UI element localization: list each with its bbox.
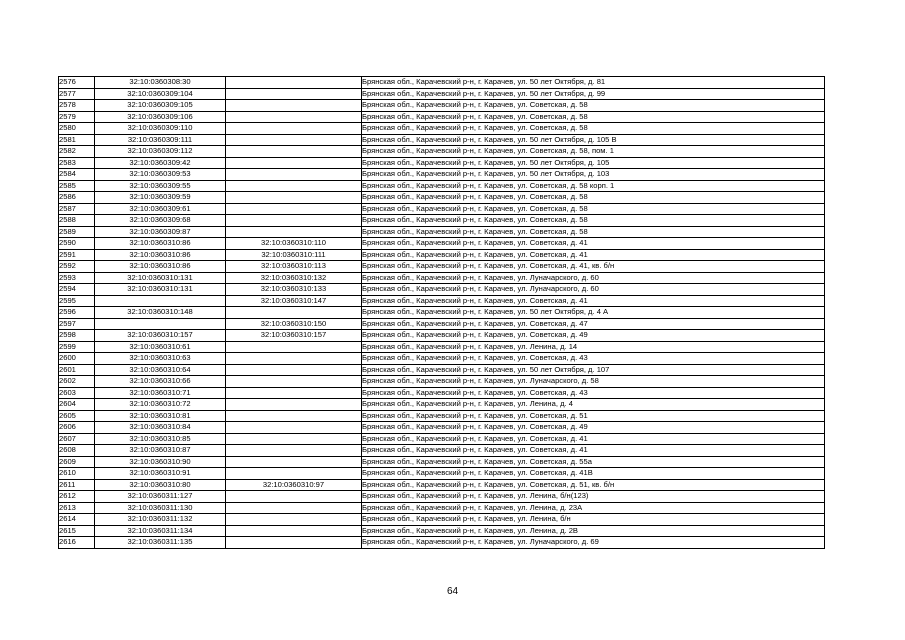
land-cadastral-number-cell: 32:10:0360308:30 bbox=[95, 77, 226, 89]
row-number-cell: 2599 bbox=[59, 341, 95, 353]
row-number-cell: 2582 bbox=[59, 146, 95, 158]
address-cell: Брянская обл., Карачевский р-н, г. Карачев, ул. Советская, д. 49 bbox=[362, 422, 825, 434]
address-cell: Брянская обл., Карачевский р-н, г. Карачев, ул. Луначарского, д. 58 bbox=[362, 376, 825, 388]
building-cadastral-number-cell bbox=[226, 376, 362, 388]
row-number-cell: 2590 bbox=[59, 238, 95, 250]
table-row bbox=[59, 77, 825, 89]
land-cadastral-number-cell: 32:10:0360309:112 bbox=[95, 146, 226, 158]
address-cell: Брянская обл., Карачевский р-н, г. Карачев, ул. Ленина, б/н bbox=[362, 514, 825, 526]
table-row bbox=[59, 376, 825, 388]
building-cadastral-number-cell bbox=[226, 77, 362, 89]
address-cell: Брянская обл., Карачевский р-н, г. Карачев, ул. Ленина, д. 23А bbox=[362, 502, 825, 514]
row-number-cell: 2580 bbox=[59, 123, 95, 135]
address-cell: Брянская обл., Карачевский р-н, г. Карачев, ул. Советская, д. 41 bbox=[362, 249, 825, 261]
table-row bbox=[59, 479, 825, 491]
row-number-cell: 2603 bbox=[59, 387, 95, 399]
table-row bbox=[59, 284, 825, 296]
address-cell: Брянская обл., Карачевский р-н, г. Карачев, ул. Советская, д. 58 bbox=[362, 123, 825, 135]
building-cadastral-number-cell bbox=[226, 226, 362, 238]
row-number-cell: 2609 bbox=[59, 456, 95, 468]
building-cadastral-number-cell: 32:10:0360310:97 bbox=[226, 479, 362, 491]
address-cell: Брянская обл., Карачевский р-н, г. Карачев, ул. Советская, д. 41 bbox=[362, 295, 825, 307]
address-cell: Брянская обл., Карачевский р-н, г. Карачев, ул. Советская, д. 58, пом. 1 bbox=[362, 146, 825, 158]
row-number-cell: 2597 bbox=[59, 318, 95, 330]
building-cadastral-number-cell bbox=[226, 502, 362, 514]
address-cell: Брянская обл., Карачевский р-н, г. Карачев, ул. Советская, д. 41 bbox=[362, 238, 825, 250]
address-cell: Брянская обл., Карачевский р-н, г. Карачев, ул. Ленина, д. 2В bbox=[362, 525, 825, 537]
building-cadastral-number-cell bbox=[226, 445, 362, 457]
building-cadastral-number-cell bbox=[226, 491, 362, 503]
address-cell: Брянская обл., Карачевский р-н, г. Карачев, ул. Советская, д. 43 bbox=[362, 387, 825, 399]
building-cadastral-number-cell: 32:10:0360310:111 bbox=[226, 249, 362, 261]
address-cell: Брянская обл., Карачевский р-н, г. Карачев, ул. 50 лет Октября, д. 81 bbox=[362, 77, 825, 89]
land-cadastral-number-cell: 32:10:0360309:105 bbox=[95, 100, 226, 112]
land-cadastral-number-cell: 32:10:0360310:157 bbox=[95, 330, 226, 342]
address-cell: Брянская обл., Карачевский р-н, г. Карачев, ул. Советская, д. 41 bbox=[362, 445, 825, 457]
land-cadastral-number-cell: 32:10:0360310:86 bbox=[95, 249, 226, 261]
row-number-cell: 2601 bbox=[59, 364, 95, 376]
table-row bbox=[59, 491, 825, 503]
row-number-cell: 2577 bbox=[59, 88, 95, 100]
table-row bbox=[59, 307, 825, 319]
building-cadastral-number-cell bbox=[226, 422, 362, 434]
building-cadastral-number-cell bbox=[226, 341, 362, 353]
land-cadastral-number-cell: 32:10:0360309:61 bbox=[95, 203, 226, 215]
table-row bbox=[59, 399, 825, 411]
land-cadastral-number-cell: 32:10:0360309:42 bbox=[95, 157, 226, 169]
row-number-cell: 2598 bbox=[59, 330, 95, 342]
building-cadastral-number-cell bbox=[226, 537, 362, 549]
land-cadastral-number-cell: 32:10:0360309:53 bbox=[95, 169, 226, 181]
address-cell: Брянская обл., Карачевский р-н, г. Карачев, ул. Советская, д. 51, кв. б/н bbox=[362, 479, 825, 491]
row-number-cell: 2604 bbox=[59, 399, 95, 411]
building-cadastral-number-cell bbox=[226, 169, 362, 181]
address-cell: Брянская обл., Карачевский р-н, г. Карачев, ул. Луначарского, д. 69 bbox=[362, 537, 825, 549]
building-cadastral-number-cell: 32:10:0360310:147 bbox=[226, 295, 362, 307]
building-cadastral-number-cell bbox=[226, 123, 362, 135]
address-cell: Брянская обл., Карачевский р-н, г. Карачев, ул. 50 лет Октября, д. 4 А bbox=[362, 307, 825, 319]
building-cadastral-number-cell: 32:10:0360310:110 bbox=[226, 238, 362, 250]
table-row bbox=[59, 123, 825, 135]
address-cell: Брянская обл., Карачевский р-н, г. Карачев, ул. Ленина, д. 14 bbox=[362, 341, 825, 353]
building-cadastral-number-cell: 32:10:0360310:150 bbox=[226, 318, 362, 330]
address-cell: Брянская обл., Карачевский р-н, г. Карачев, ул. Ленина, б/н(123) bbox=[362, 491, 825, 503]
table-row bbox=[59, 433, 825, 445]
land-cadastral-number-cell: 32:10:0360310:72 bbox=[95, 399, 226, 411]
row-number-cell: 2605 bbox=[59, 410, 95, 422]
land-cadastral-number-cell: 32:10:0360310:131 bbox=[95, 272, 226, 284]
land-cadastral-number-cell: 32:10:0360311:132 bbox=[95, 514, 226, 526]
page-number: 64 bbox=[446, 586, 459, 597]
table-row bbox=[59, 157, 825, 169]
row-number-cell: 2589 bbox=[59, 226, 95, 238]
row-number-cell: 2591 bbox=[59, 249, 95, 261]
address-cell: Брянская обл., Карачевский р-н, г. Карачев, ул. Советская, д. 58 bbox=[362, 111, 825, 123]
table-row bbox=[59, 387, 825, 399]
building-cadastral-number-cell bbox=[226, 468, 362, 480]
table-row bbox=[59, 341, 825, 353]
land-cadastral-number-cell: 32:10:0360311:134 bbox=[95, 525, 226, 537]
land-cadastral-number-cell: 32:10:0360310:87 bbox=[95, 445, 226, 457]
address-cell: Брянская обл., Карачевский р-н, г. Карачев, ул. Луначарского, д. 60 bbox=[362, 272, 825, 284]
land-cadastral-number-cell: 32:10:0360309:110 bbox=[95, 123, 226, 135]
land-cadastral-number-cell: 32:10:0360309:55 bbox=[95, 180, 226, 192]
row-number-cell: 2616 bbox=[59, 537, 95, 549]
row-number-cell: 2611 bbox=[59, 479, 95, 491]
row-number-cell: 2595 bbox=[59, 295, 95, 307]
table-row bbox=[59, 226, 825, 238]
address-cell: Брянская обл., Карачевский р-н, г. Карачев, ул. Советская, д. 55а bbox=[362, 456, 825, 468]
table-row bbox=[59, 249, 825, 261]
table-row bbox=[59, 456, 825, 468]
building-cadastral-number-cell bbox=[226, 88, 362, 100]
row-number-cell: 2612 bbox=[59, 491, 95, 503]
table-row bbox=[59, 134, 825, 146]
table-row bbox=[59, 169, 825, 181]
row-number-cell: 2596 bbox=[59, 307, 95, 319]
land-cadastral-number-cell: 32:10:0360311:135 bbox=[95, 537, 226, 549]
address-cell: Брянская обл., Карачевский р-н, г. Карачев, ул. Советская, д. 58 корп. 1 bbox=[362, 180, 825, 192]
table-row bbox=[59, 261, 825, 273]
building-cadastral-number-cell bbox=[226, 111, 362, 123]
land-cadastral-number-cell: 32:10:0360309:87 bbox=[95, 226, 226, 238]
building-cadastral-number-cell bbox=[226, 433, 362, 445]
address-cell: Брянская обл., Карачевский р-н, г. Карачев, ул. 50 лет Октября, д. 105 В bbox=[362, 134, 825, 146]
land-cadastral-number-cell: 32:10:0360310:91 bbox=[95, 468, 226, 480]
table-row bbox=[59, 318, 825, 330]
address-cell: Брянская обл., Карачевский р-н, г. Карачев, ул. Советская, д. 41В bbox=[362, 468, 825, 480]
row-number-cell: 2587 bbox=[59, 203, 95, 215]
land-cadastral-number-cell: 32:10:0360310:63 bbox=[95, 353, 226, 365]
address-cell: Брянская обл., Карачевский р-н, г. Карачев, ул. Луначарского, д. 60 bbox=[362, 284, 825, 296]
row-number-cell: 2592 bbox=[59, 261, 95, 273]
address-cell: Брянская обл., Карачевский р-н, г. Карачев, ул. Ленина, д. 4 bbox=[362, 399, 825, 411]
table-row bbox=[59, 295, 825, 307]
land-cadastral-number-cell: 32:10:0360310:81 bbox=[95, 410, 226, 422]
row-number-cell: 2581 bbox=[59, 134, 95, 146]
row-number-cell: 2579 bbox=[59, 111, 95, 123]
land-cadastral-number-cell: 32:10:0360310:148 bbox=[95, 307, 226, 319]
building-cadastral-number-cell bbox=[226, 456, 362, 468]
row-number-cell: 2594 bbox=[59, 284, 95, 296]
address-cell: Брянская обл., Карачевский р-н, г. Карачев, ул. Советская, д. 58 bbox=[362, 215, 825, 227]
land-cadastral-number-cell bbox=[95, 295, 226, 307]
building-cadastral-number-cell bbox=[226, 215, 362, 227]
table-row bbox=[59, 238, 825, 250]
land-cadastral-number-cell: 32:10:0360310:71 bbox=[95, 387, 226, 399]
row-number-cell: 2586 bbox=[59, 192, 95, 204]
building-cadastral-number-cell bbox=[226, 525, 362, 537]
land-cadastral-number-cell: 32:10:0360310:86 bbox=[95, 238, 226, 250]
building-cadastral-number-cell: 32:10:0360310:113 bbox=[226, 261, 362, 273]
row-number-cell: 2614 bbox=[59, 514, 95, 526]
address-cell: Брянская обл., Карачевский р-н, г. Карачев, ул. Советская, д. 58 bbox=[362, 192, 825, 204]
address-cell: Брянская обл., Карачевский р-н, г. Карачев, ул. 50 лет Октября, д. 103 bbox=[362, 169, 825, 181]
address-cell: Брянская обл., Карачевский р-н, г. Карачев, ул. Советская, д. 47 bbox=[362, 318, 825, 330]
building-cadastral-number-cell bbox=[226, 157, 362, 169]
table-row bbox=[59, 192, 825, 204]
address-cell: Брянская обл., Карачевский р-н, г. Карачев, ул. 50 лет Октября, д. 107 bbox=[362, 364, 825, 376]
land-cadastral-number-cell: 32:10:0360310:61 bbox=[95, 341, 226, 353]
building-cadastral-number-cell bbox=[226, 180, 362, 192]
table-row bbox=[59, 272, 825, 284]
land-cadastral-number-cell bbox=[95, 318, 226, 330]
row-number-cell: 2588 bbox=[59, 215, 95, 227]
building-cadastral-number-cell bbox=[226, 410, 362, 422]
row-number-cell: 2584 bbox=[59, 169, 95, 181]
building-cadastral-number-cell bbox=[226, 146, 362, 158]
land-cadastral-number-cell: 32:10:0360310:84 bbox=[95, 422, 226, 434]
table-row bbox=[59, 422, 825, 434]
table-row bbox=[59, 502, 825, 514]
address-cell: Брянская обл., Карачевский р-н, г. Карачев, ул. Советская, д. 51 bbox=[362, 410, 825, 422]
address-cell: Брянская обл., Карачевский р-н, г. Карачев, ул. Советская, д. 41, кв. б/н bbox=[362, 261, 825, 273]
table-row bbox=[59, 215, 825, 227]
table-row bbox=[59, 180, 825, 192]
land-cadastral-number-cell: 32:10:0360309:106 bbox=[95, 111, 226, 123]
land-cadastral-number-cell: 32:10:0360310:64 bbox=[95, 364, 226, 376]
land-cadastral-number-cell: 32:10:0360310:80 bbox=[95, 479, 226, 491]
land-cadastral-number-cell: 32:10:0360309:104 bbox=[95, 88, 226, 100]
building-cadastral-number-cell: 32:10:0360310:132 bbox=[226, 272, 362, 284]
building-cadastral-number-cell bbox=[226, 514, 362, 526]
address-cell: Брянская обл., Карачевский р-н, г. Карачев, ул. Советская, д. 43 bbox=[362, 353, 825, 365]
row-number-cell: 2608 bbox=[59, 445, 95, 457]
land-cadastral-number-cell: 32:10:0360311:127 bbox=[95, 491, 226, 503]
row-number-cell: 2578 bbox=[59, 100, 95, 112]
table-row bbox=[59, 203, 825, 215]
row-number-cell: 2607 bbox=[59, 433, 95, 445]
address-cell: Брянская обл., Карачевский р-н, г. Карачев, ул. Советская, д. 58 bbox=[362, 100, 825, 112]
registry-table bbox=[58, 76, 825, 549]
row-number-cell: 2613 bbox=[59, 502, 95, 514]
land-cadastral-number-cell: 32:10:0360310:86 bbox=[95, 261, 226, 273]
table-row bbox=[59, 514, 825, 526]
table-row bbox=[59, 111, 825, 123]
building-cadastral-number-cell bbox=[226, 307, 362, 319]
building-cadastral-number-cell bbox=[226, 203, 362, 215]
table-row bbox=[59, 364, 825, 376]
table-row bbox=[59, 88, 825, 100]
table-row bbox=[59, 468, 825, 480]
building-cadastral-number-cell bbox=[226, 134, 362, 146]
table-row bbox=[59, 525, 825, 537]
table-row bbox=[59, 100, 825, 112]
land-cadastral-number-cell: 32:10:0360309:111 bbox=[95, 134, 226, 146]
row-number-cell: 2600 bbox=[59, 353, 95, 365]
land-cadastral-number-cell: 32:10:0360310:85 bbox=[95, 433, 226, 445]
land-cadastral-number-cell: 32:10:0360309:59 bbox=[95, 192, 226, 204]
row-number-cell: 2593 bbox=[59, 272, 95, 284]
row-number-cell: 2606 bbox=[59, 422, 95, 434]
row-number-cell: 2576 bbox=[59, 77, 95, 89]
land-cadastral-number-cell: 32:10:0360310:131 bbox=[95, 284, 226, 296]
row-number-cell: 2615 bbox=[59, 525, 95, 537]
land-cadastral-number-cell: 32:10:0360310:66 bbox=[95, 376, 226, 388]
row-number-cell: 2602 bbox=[59, 376, 95, 388]
building-cadastral-number-cell bbox=[226, 100, 362, 112]
table-row bbox=[59, 445, 825, 457]
building-cadastral-number-cell bbox=[226, 192, 362, 204]
table-row bbox=[59, 537, 825, 549]
address-cell: Брянская обл., Карачевский р-н, г. Карачев, ул. Советская, д. 58 bbox=[362, 203, 825, 215]
row-number-cell: 2610 bbox=[59, 468, 95, 480]
row-number-cell: 2585 bbox=[59, 180, 95, 192]
address-cell: Брянская обл., Карачевский р-н, г. Карачев, ул. Советская, д. 49 bbox=[362, 330, 825, 342]
building-cadastral-number-cell: 32:10:0360310:133 bbox=[226, 284, 362, 296]
registry-table-body bbox=[59, 77, 825, 549]
table-row bbox=[59, 330, 825, 342]
building-cadastral-number-cell bbox=[226, 353, 362, 365]
building-cadastral-number-cell bbox=[226, 364, 362, 376]
land-cadastral-number-cell: 32:10:0360310:90 bbox=[95, 456, 226, 468]
building-cadastral-number-cell bbox=[226, 387, 362, 399]
table-row bbox=[59, 410, 825, 422]
address-cell: Брянская обл., Карачевский р-н, г. Карачев, ул. 50 лет Октября, д. 99 bbox=[362, 88, 825, 100]
building-cadastral-number-cell bbox=[226, 399, 362, 411]
land-cadastral-number-cell: 32:10:0360309:68 bbox=[95, 215, 226, 227]
row-number-cell: 2583 bbox=[59, 157, 95, 169]
table-row bbox=[59, 353, 825, 365]
address-cell: Брянская обл., Карачевский р-н, г. Карачев, ул. 50 лет Октября, д. 105 bbox=[362, 157, 825, 169]
land-cadastral-number-cell: 32:10:0360311:130 bbox=[95, 502, 226, 514]
building-cadastral-number-cell: 32:10:0360310:157 bbox=[226, 330, 362, 342]
address-cell: Брянская обл., Карачевский р-н, г. Карачев, ул. Советская, д. 58 bbox=[362, 226, 825, 238]
address-cell: Брянская обл., Карачевский р-н, г. Карачев, ул. Советская, д. 41 bbox=[362, 433, 825, 445]
table-row bbox=[59, 146, 825, 158]
